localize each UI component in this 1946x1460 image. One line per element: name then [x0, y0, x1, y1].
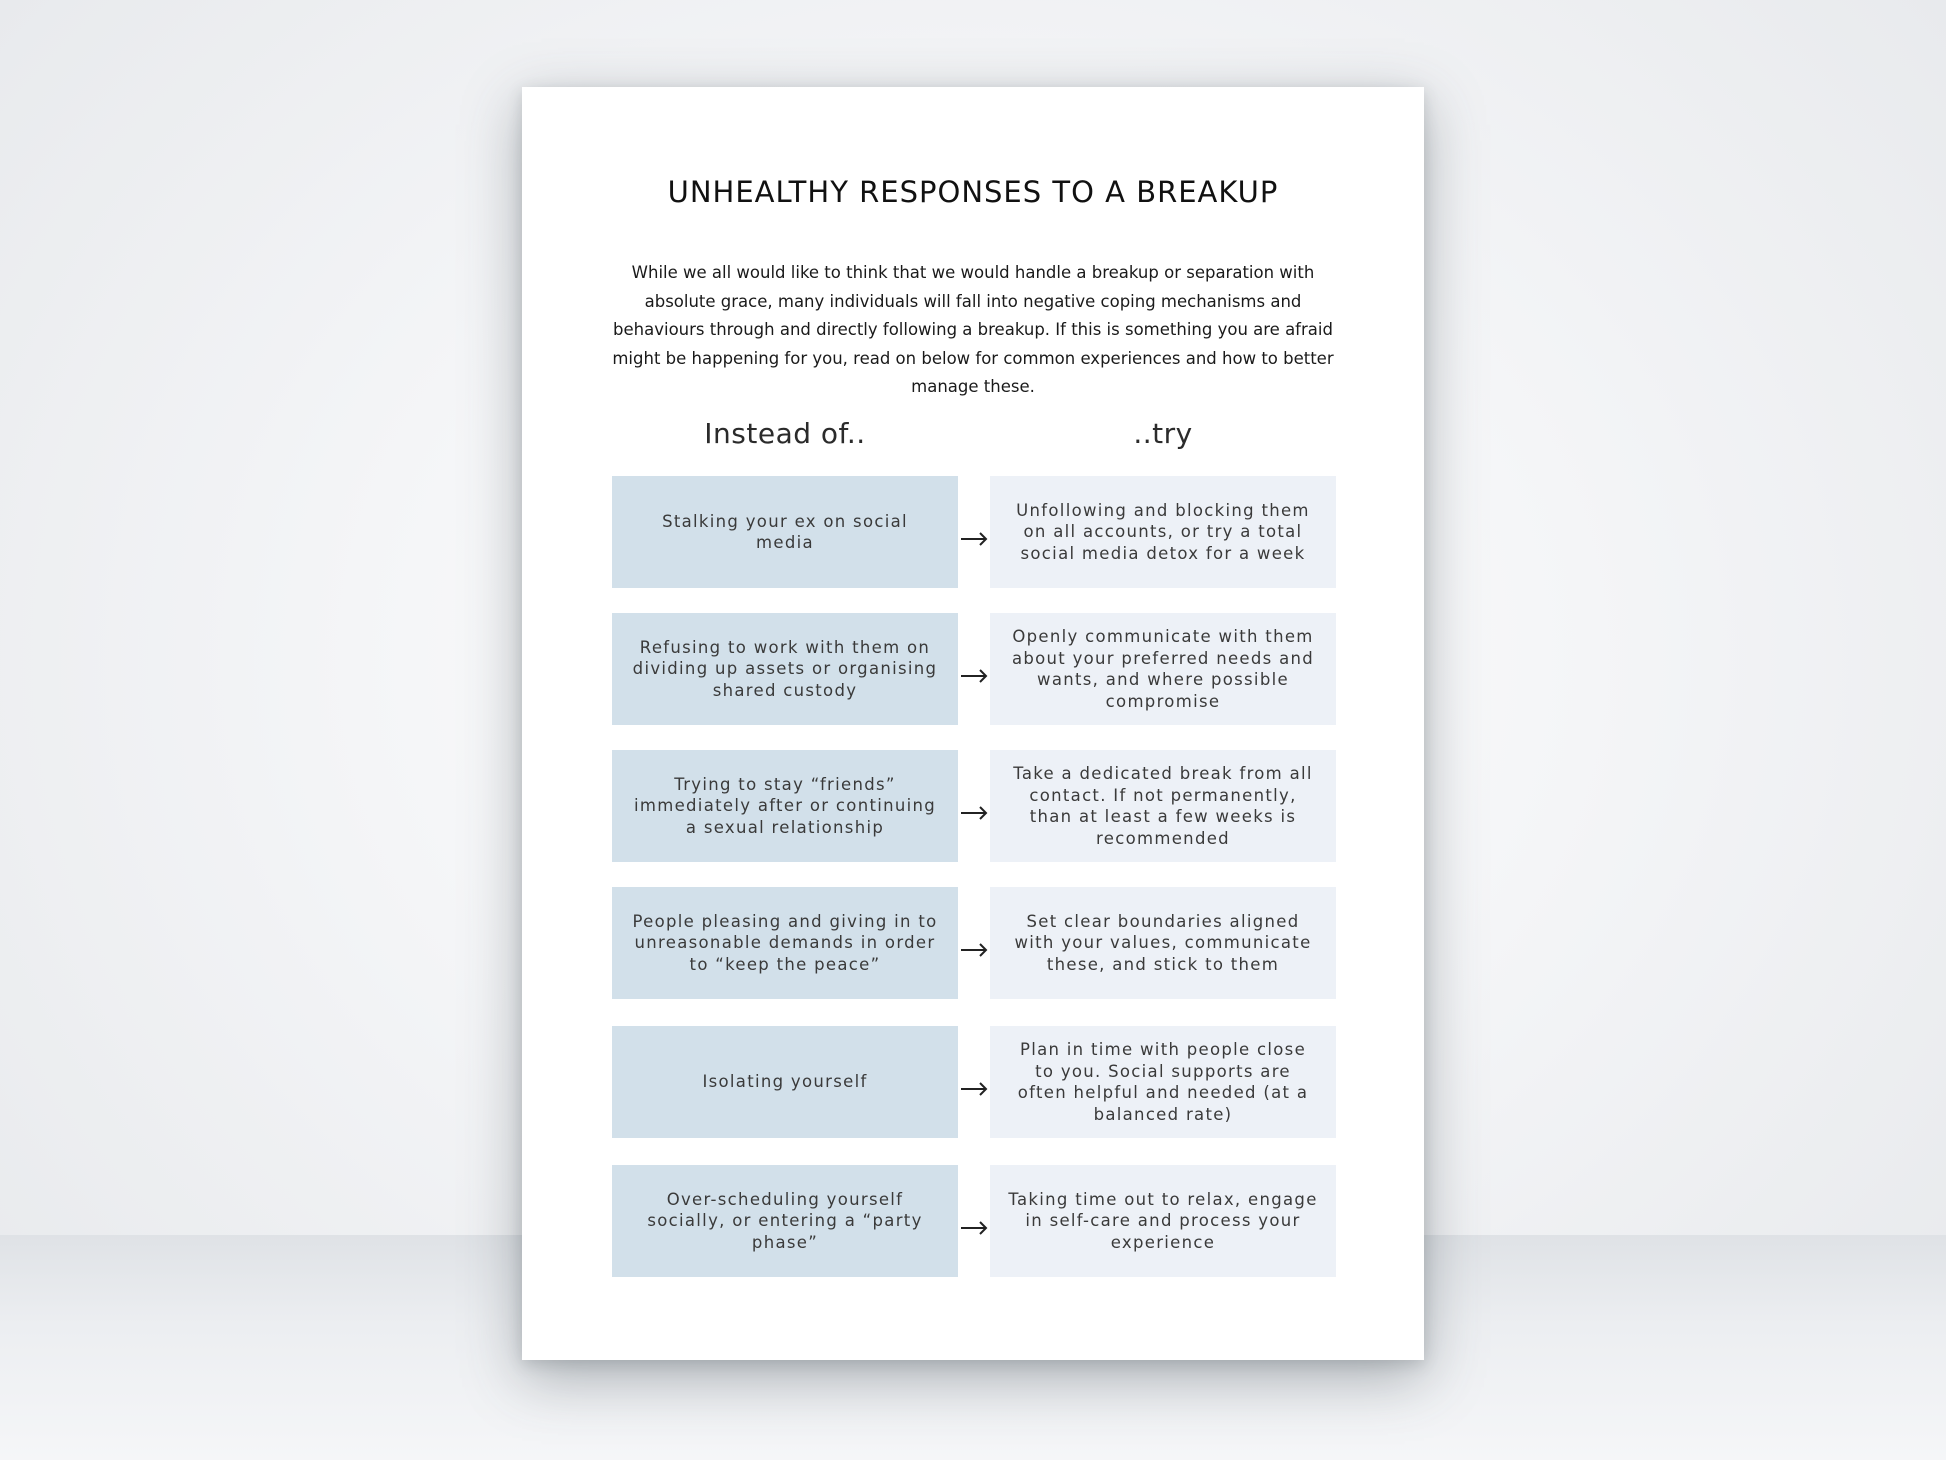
try-box: Unfollowing and blocking them on all accounts, or try a total social media detox for a week	[990, 476, 1336, 588]
instead-box: People pleasing and giving in to unreasonable demands in order to “keep the peace”	[612, 887, 958, 999]
document-page	[522, 87, 1424, 1360]
intro-paragraph: While we all would like to think that we would handle a breakup or separation with absolute grace, many individuals will fall into negative coping mechanisms and behaviours through and directly following a breakup. If this is something you are afraid might be happening for you, read on below for common experiences and how to better manage these.	[612, 263, 1334, 396]
try-box: Taking time out to relax, engage in self-care and process your experience	[990, 1165, 1336, 1277]
right-arrow-icon	[958, 887, 990, 999]
column-header-try: ..try	[1133, 417, 1193, 450]
comparison-row	[612, 887, 1336, 999]
instead-box: Stalking your ex on social media	[612, 476, 958, 588]
comparison-row	[612, 476, 1336, 588]
try-box: Openly communicate with them about your preferred needs and wants, and where possible compromise	[990, 613, 1336, 725]
instead-box: Isolating yourself	[612, 1026, 958, 1138]
right-arrow-icon	[958, 750, 990, 862]
right-arrow-icon	[958, 613, 990, 725]
page-title: UNHEALTHY RESPONSES TO A BREAKUP	[667, 175, 1279, 209]
try-box: Set clear boundaries aligned with your values, communicate these, and stick to them	[990, 887, 1336, 999]
comparison-row	[612, 1165, 1336, 1277]
try-box: Plan in time with people close to you. Social supports are often helpful and needed (at a balanced rate)	[990, 1026, 1336, 1138]
instead-box: Trying to stay “friends” immediately after or continuing a sexual relationship	[612, 750, 958, 862]
comparison-row	[612, 750, 1336, 862]
instead-box: Over-scheduling yourself socially, or entering a “party phase”	[612, 1165, 958, 1277]
comparison-row	[612, 613, 1336, 725]
right-arrow-icon	[958, 476, 990, 588]
column-header-instead: Instead of..	[704, 417, 866, 450]
right-arrow-icon	[958, 1026, 990, 1138]
try-box: Take a dedicated break from all contact. If not permanently, than at least a few weeks is recommended	[990, 750, 1336, 862]
instead-box: Refusing to work with them on dividing up assets or organising shared custody	[612, 613, 958, 725]
comparison-row	[612, 1026, 1336, 1138]
right-arrow-icon	[958, 1165, 990, 1277]
